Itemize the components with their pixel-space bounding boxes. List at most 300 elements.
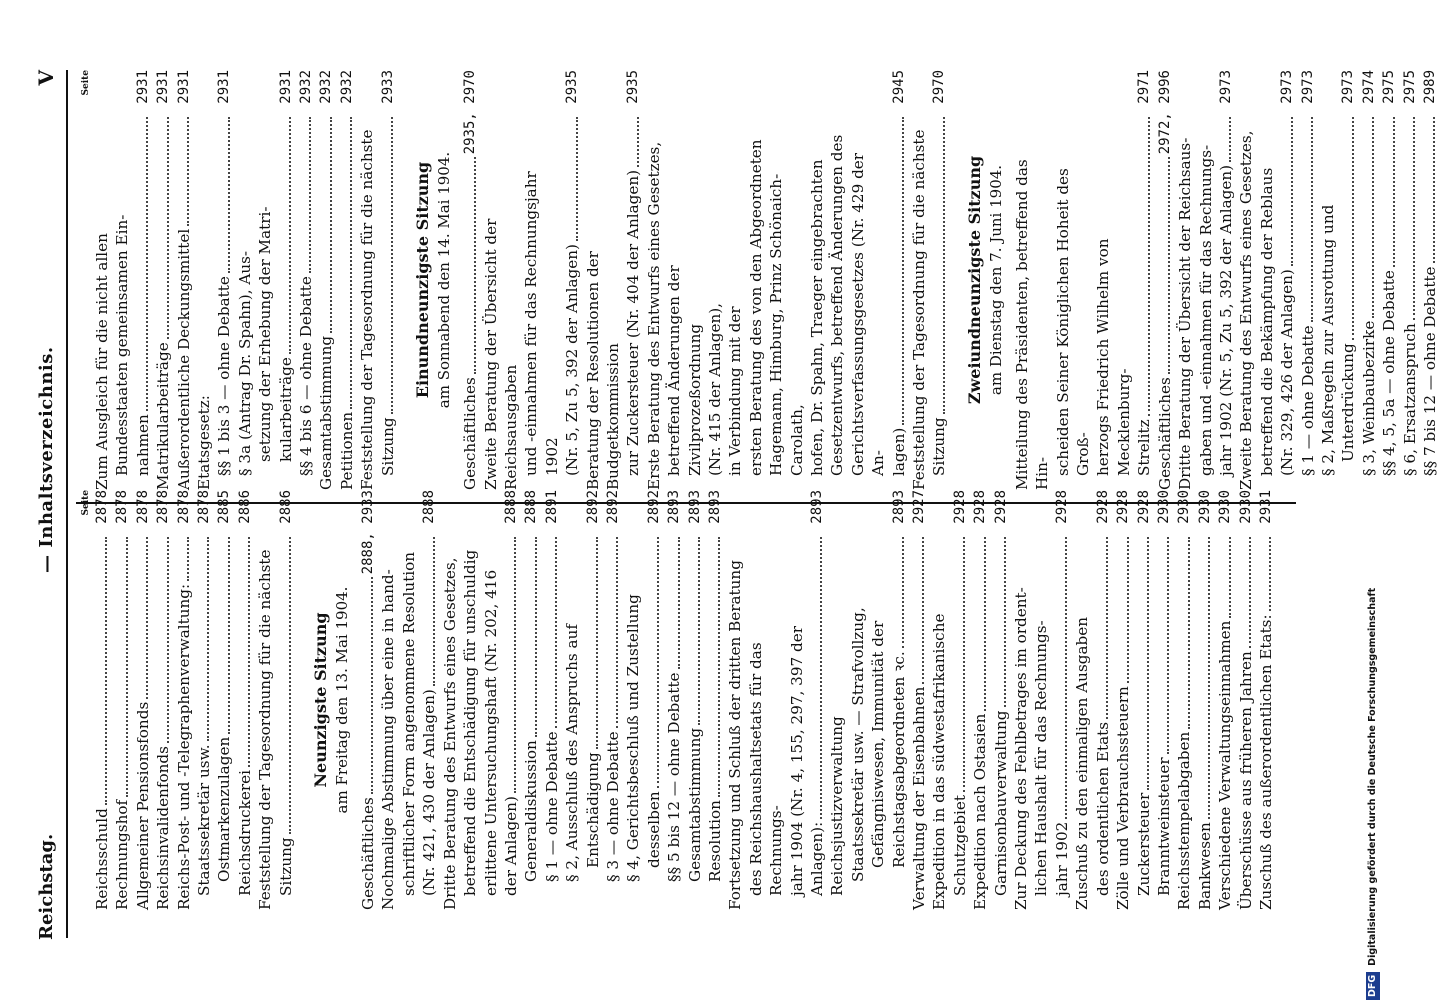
toc-page-number: 2878 (196, 490, 213, 524)
toc-entry-text: Geschäftliches (1155, 377, 1174, 490)
toc-entry-text: §§ 1 bis 3 — ohne Debatte (215, 276, 234, 476)
toc-page-number: 2945 (890, 70, 907, 104)
leader-dots (1208, 537, 1210, 819)
toc-entry (787, 490, 807, 910)
toc-page-number: 2888 (523, 490, 540, 524)
toc-page-number: 2886 (277, 490, 294, 524)
toc-entry-text: § 3a (Antrag Dr. Spahn), Aus- (235, 250, 254, 476)
toc-entry-text: Generaldiskussion (522, 740, 541, 882)
toc-page-number: 2989 (1421, 70, 1438, 104)
toc-page-number: 2933 (379, 70, 396, 104)
toc-entry-text: Zweite Beratung des Entwurfs eines Gesetzes, (1237, 130, 1256, 490)
toc-page-number: 2930 (1217, 490, 1234, 524)
toc-entry-text: §§ 5 bis 12 — ohne Debatte (665, 672, 684, 882)
toc-entry (1174, 490, 1194, 910)
toc-page-number: 2878 (175, 490, 192, 524)
dfg-logo: DFG (1366, 972, 1380, 1000)
toc-entry (1379, 70, 1399, 490)
toc-entry (827, 490, 847, 910)
toc-entry-text: Verschiedene Verwaltungseinnahmen (1216, 620, 1235, 910)
leader-dots (1148, 117, 1150, 416)
leader-dots (902, 117, 904, 425)
toc-page-number: 2892 (604, 490, 621, 524)
toc-entry (542, 490, 562, 910)
toc-page-number: 2973 (1340, 70, 1357, 104)
toc-entry-text: jahr 1902 (1052, 821, 1071, 896)
toc-page-number: 2878 (134, 490, 151, 524)
leader-dots (391, 117, 393, 414)
leader-dots (596, 537, 598, 749)
toc-page-number: 2930 (1155, 490, 1172, 524)
toc-entry-text: Reichsinvalidenfonds (154, 746, 173, 910)
toc-page-number: 2888 (502, 490, 519, 524)
toc-entry (276, 70, 296, 490)
toc-entry-text: gaben und -einnahmen für das Rechnungs- (1196, 144, 1215, 476)
toc-entry-text: Feststellung der Tagesordnung für die nächste (256, 549, 275, 910)
toc-entry-text: Geschäftliches (461, 377, 480, 490)
toc-entry (1031, 490, 1051, 910)
toc-entry (378, 490, 398, 910)
toc-page-number: 2970 (931, 70, 948, 104)
leader-dots (984, 537, 986, 711)
leader-dots (433, 537, 435, 686)
toc-page-number: 2931 (1257, 490, 1274, 524)
leader-dots (289, 537, 291, 834)
toc-entry-text: §§ 4, 5, 5a — ohne Debatte (1380, 270, 1399, 476)
toc-entry (194, 70, 214, 490)
toc-entry (521, 70, 562, 490)
toc-entry-text: Reichsjustizverwaltung (828, 716, 847, 896)
toc-page-number: 2930 (1237, 490, 1254, 524)
toc-entry-text: ersten Beratung des von den Abgeordneten (746, 139, 765, 476)
toc-entry (1012, 70, 1053, 490)
toc-page-number: 2928 (1135, 490, 1152, 524)
toc-entry (909, 490, 929, 910)
leader-dots (187, 117, 189, 226)
leader-dots (1433, 117, 1435, 263)
toc-entry-text: Schutzgebiet (950, 795, 969, 896)
toc-entry (623, 70, 643, 490)
toc-entry-text: Zuschuß des außerordentlichen Etats: (1256, 614, 1275, 910)
toc-entry (1093, 490, 1113, 910)
toc-entry-text: Resolution (705, 800, 724, 882)
toc-entry-text: hofen, Dr. Spahn, Traeger eingebrachten (808, 159, 826, 476)
toc-entry (337, 70, 357, 490)
toc-entry-text: Bundesstaaten gemeinsamen Ein- (113, 214, 132, 476)
leader-dots (167, 117, 169, 339)
leader-dots (657, 537, 659, 788)
leader-dots (1269, 537, 1271, 611)
toc-entry-text: jahr 1904 (Nr. 4, 155, 297, 397 der (787, 626, 806, 896)
leader-dots (576, 117, 578, 241)
toc-entry-text: Etatsgesetz: (195, 395, 214, 490)
leader-dots (1229, 117, 1231, 162)
toc-entry-text: Dritte Beratung des Entwurfs eines Gesetzes, (440, 557, 459, 910)
toc-entry (746, 490, 787, 910)
leader-dots (1291, 117, 1293, 266)
leader-dots (371, 577, 373, 794)
toc-entry (1216, 70, 1236, 490)
toc-entry-text: Zuckersteuer (1134, 792, 1153, 896)
header-dash: — (35, 554, 57, 573)
toc-entry (153, 70, 173, 490)
leader-dots (820, 537, 822, 819)
toc-page-number: 2971 (1136, 70, 1153, 104)
toc-entry-text: kularbeiträge (276, 357, 295, 462)
toc-entry (1420, 70, 1440, 490)
toc-entry-text: schriftlicher Form angenommene Resolution (399, 551, 418, 896)
toc-entry (296, 70, 316, 490)
leader-dots (309, 117, 311, 273)
leader-dots (330, 117, 332, 333)
dfg-credit-text: Digitalisierung gefördert durch die Deutsche Forschungsgemeinschaft (1367, 587, 1378, 966)
toc-entry (991, 490, 1011, 910)
toc-entry (1154, 490, 1174, 910)
leader-dots (1004, 537, 1006, 708)
toc-entry-text: § 4, Gerichtsbeschluß und Zustellung (624, 594, 643, 882)
leader-dots (678, 537, 680, 669)
toc-page-number: 2893 (706, 490, 723, 524)
toc-entry-text: Sitzung (276, 837, 295, 896)
toc-entry-text: Ostmarkenzulagen (215, 736, 234, 882)
toc-entry-text: Matrikularbeiträge (154, 342, 173, 490)
toc-entry (848, 490, 868, 910)
toc-page-number: 2931 (134, 70, 151, 104)
toc-entry-text: § 3, Weinbaubezirke (1359, 320, 1378, 476)
toc-entry-text: Zuschuß zu den einmaligen Ausgaben (1073, 616, 1092, 910)
toc-entry-text: der Anlagen) (501, 796, 520, 896)
toc-page-number: 2893 (666, 490, 683, 524)
toc-entry-text: Allgemeiner Pensionsfonds (133, 701, 152, 910)
toc-entry (133, 490, 153, 910)
toc-entry-text: Hagemann, Himburg, Prinz Schönaich-Carolath, (767, 173, 806, 476)
toc-page-number: 2928 (1053, 490, 1070, 524)
toc-entry (358, 490, 378, 910)
leader-dots (922, 537, 924, 684)
leader-dots (1352, 117, 1354, 340)
leader-dots (1106, 537, 1108, 719)
dfg-credit (1366, 0, 1380, 1000)
toc-entry (1011, 490, 1031, 910)
leader-dots (228, 537, 230, 734)
toc-entry-text: und -einnahmen für das Rechnungsjahr 1902 (522, 171, 561, 476)
toc-entry-text: Gesamtabstimmung (317, 335, 336, 490)
toc-entry (1155, 70, 1175, 490)
toc-entry-text: Zölle und Verbrauchssteuern (1114, 686, 1133, 910)
toc-entry (1134, 70, 1154, 490)
toc-entry (276, 490, 296, 910)
leader-dots (943, 117, 945, 414)
toc-entry-text: Expedition nach Ostasien (971, 713, 990, 910)
leader-dots (555, 537, 557, 728)
leader-dots (1188, 537, 1190, 729)
toc-entry (440, 490, 460, 910)
toc-entry (357, 70, 377, 490)
toc-page-number: 2932 (298, 70, 315, 104)
toc-entry (583, 490, 603, 910)
toc-page-number: 2935 (564, 70, 581, 104)
toc-page-number: 2928 (972, 490, 989, 524)
toc-entry-text: erlittene Untersuchungshaft (Nr. 202, 416 (481, 569, 500, 896)
session-heading: Zweiundneunzigste Sitzung (964, 155, 984, 405)
toc-entry (214, 70, 234, 490)
leader-dots (1065, 537, 1067, 819)
toc-entry (92, 70, 112, 490)
toc-entry (1318, 70, 1338, 490)
leader-dots (248, 537, 250, 767)
header-left: Reichstag. (35, 833, 57, 940)
toc-page-number: 2930 (1176, 490, 1193, 524)
leader-dots (167, 537, 169, 743)
toc-entry-text: Reichsschuld (93, 808, 111, 910)
leader-dots (963, 537, 965, 792)
toc-entry-text: (Nr. 415 der Anlagen), (705, 303, 724, 476)
toc-entry-text: in Verbindung mit der (726, 306, 745, 476)
leader-dots (616, 537, 618, 728)
seite-label: Seite (81, 70, 91, 96)
toc-entry (705, 70, 725, 490)
toc-entry (603, 490, 623, 910)
toc-page-number: 2886 (236, 490, 253, 524)
toc-entry (644, 70, 664, 490)
leader-dots (207, 537, 209, 741)
toc-entry-text: § 2, Maßregeln zur Ausrottung und (1318, 204, 1337, 476)
toc-entry-text: Unterdrückung (1339, 343, 1358, 462)
toc-entry (316, 70, 336, 490)
toc-page-number: 2888, 2933 (360, 490, 377, 575)
toc-entry (562, 490, 582, 910)
toc-entry-text: betreffend die Bekämpfung der Reblaus (1257, 167, 1276, 476)
toc-entry (133, 70, 153, 490)
toc-entry-text: betreffend Änderungen der Zivilprozeßordnung (665, 265, 704, 476)
toc-entry (1175, 70, 1195, 490)
toc-entry-text: des ordentlichen Etats (1093, 721, 1112, 896)
leader-dots (146, 117, 148, 411)
toc-entry (583, 70, 624, 490)
leader-dots (146, 537, 148, 699)
toc-page-number: 2931 (216, 70, 233, 104)
toc-entry-text: desselben (644, 791, 663, 868)
toc-entry-text: (Nr. 329, 426 der Anlagen) (1278, 269, 1297, 476)
toc-entry (807, 490, 827, 910)
toc-entry (1236, 70, 1256, 490)
toc-entry (1298, 70, 1318, 490)
toc-entry-text: Mitteilung des Präsidenten, betreffend das Hin- (1012, 159, 1052, 490)
toc-entry (889, 490, 909, 910)
toc-page-number: 2878 (155, 490, 172, 524)
toc-entry-text: Außerordentliche Deckungsmittel (174, 228, 193, 490)
toc-entry-text: §§ 4 bis 6 — ohne Debatte (297, 276, 316, 476)
toc-entry-text: Feststellung der Tagesordnung für die nächste (358, 129, 377, 490)
toc-entry (235, 70, 255, 490)
toc-entry-text: setzung der Erhebung der Matri- (256, 206, 275, 462)
toc-entry (460, 70, 480, 490)
toc-entry (255, 70, 275, 490)
toc-page-number: 2935 (625, 70, 642, 104)
toc-page-number: 2928 (1115, 490, 1132, 524)
toc-entry (929, 70, 949, 490)
toc-page-number: 2931 (277, 70, 294, 104)
toc-entry-text: Garnisonbauverwaltung (991, 710, 1010, 896)
toc-entry-text: Sitzung (378, 417, 397, 476)
toc-entry-text: Beratung der Resolutionen der Budgetkommission (583, 251, 622, 490)
toc-entry (562, 70, 582, 490)
toc-page-number: 2930 (1196, 490, 1213, 524)
toc-entry-text: Reichstagsabgeordneten ꝛc. (889, 651, 908, 868)
toc-entry (746, 70, 766, 490)
toc-entry (501, 490, 521, 910)
toc-entry (725, 490, 745, 910)
toc-entry (1215, 490, 1235, 910)
toc-entry-text: Geschäftliches (359, 797, 378, 910)
leader-dots (1167, 537, 1169, 754)
toc-page-number: 2891 (543, 490, 560, 524)
toc-entry (909, 70, 929, 490)
toc-entry (827, 70, 847, 490)
toc-page-number: 2931 (155, 70, 172, 104)
toc-page-number: 2893 (890, 490, 907, 524)
toc-entry-text: Strelitz (1135, 419, 1154, 476)
toc-entry (1196, 70, 1216, 490)
leader-dots (289, 117, 291, 354)
toc-entry-text: des Reichshaushaltsetats für das Rechnungs- (746, 642, 786, 896)
toc-entry (725, 70, 745, 490)
toc-entry-text: Erste Beratung des Entwurfs eines Gesetzes, (644, 141, 663, 490)
toc-entry-text: Entschädigung (583, 752, 602, 868)
toc-page-number: 2973 (1279, 70, 1296, 104)
toc-entry-text: § 1 — ohne Debatte (542, 731, 561, 882)
toc-page-number: 2973 (1217, 70, 1234, 104)
toc-entry (868, 490, 888, 910)
toc-page-number: 2928 (992, 490, 1009, 524)
session-heading: Einundneunzigste Sitzung (413, 161, 433, 399)
toc-entry (1256, 490, 1276, 910)
toc-entry-text: nahmen (133, 414, 152, 476)
left-column (80, 490, 1276, 910)
leader-dots (474, 157, 476, 374)
toc-entry (92, 490, 112, 910)
toc-entry (1053, 70, 1094, 490)
leader-dots (1147, 537, 1149, 790)
toc-page-number: 2878 (114, 490, 131, 524)
toc-entry (950, 490, 970, 910)
toc-page-number: 2974 (1360, 70, 1377, 104)
toc-page-number: 2892 (645, 490, 662, 524)
toc-page-number: 2892 (584, 490, 601, 524)
toc-entry-text: § 6, Ersatzanspruch (1400, 323, 1419, 476)
leader-dots (1413, 117, 1415, 320)
toc-entry (1277, 70, 1297, 490)
toc-entry-text: Zweite Beratung der Übersicht der Reichsausgaben (481, 218, 520, 490)
session-date: am Freitag den 13. Mai 1904. (333, 586, 352, 814)
leader-dots (698, 537, 700, 725)
toc-entry (399, 490, 419, 910)
toc-entry-text: Bankwesen (1195, 822, 1214, 910)
dfg-credit-strip (1366, 0, 1380, 1000)
header-rule (66, 70, 68, 938)
toc-entry (1257, 70, 1277, 490)
leader-dots (902, 537, 904, 648)
leader-dots (228, 117, 230, 273)
leader-dots (514, 537, 516, 793)
toc-entry-text: Reichsdruckerei (235, 770, 254, 896)
toc-entry-text: Feststellung der Tagesordnung für die nächste (910, 129, 929, 490)
toc-entry (644, 490, 664, 910)
toc-entry-text: Gefängniswesen, Immunität der (869, 620, 888, 868)
toc-entry (235, 490, 255, 910)
toc-entry-text: Expedition in das südwestafrikanische (930, 613, 949, 910)
toc-entry (664, 70, 705, 490)
header-title (36, 346, 57, 573)
toc-entry-text: Zur Deckung des Fehlbetrages im ordent- (1012, 587, 1031, 910)
toc-entry-text: (Nr. 5, Zu 5, 392 der Anlagen) (563, 244, 582, 476)
toc-page-number: 2927 (911, 490, 928, 524)
toc-entry-text: Nochmalige Abstimmung über eine in hand- (379, 569, 398, 910)
toc-entry (214, 490, 234, 910)
toc-page-number: 2932 (338, 70, 355, 104)
session-heading: Neunzigste Sitzung (311, 612, 331, 788)
toc-entry-text: herzogs Friedrich Wilhelm von Mecklenburg- (1094, 238, 1133, 476)
toc-page-number: 2888 (421, 490, 438, 524)
toc-page-number: 2935, 2970 (462, 70, 479, 155)
page-header (26, 70, 66, 940)
toc-entry-text: § 2, Ausschluß des Anspruchs auf (563, 624, 582, 882)
toc-entry-text: Reichs-Post- und -Telegraphenverwaltung: (174, 583, 193, 910)
toc-entry (705, 490, 725, 910)
toc-entry-text: Reichsstempelabgaben (1175, 731, 1194, 910)
toc-entry-text: Petitionen (337, 411, 356, 490)
toc-entry-text: Gerichtsverfassungsgesetzes (Nr. 429 der An- (848, 152, 888, 476)
toc-entry (1400, 70, 1420, 490)
toc-entry (1134, 490, 1154, 910)
leader-dots (637, 117, 639, 167)
toc-entry (664, 490, 684, 910)
toc-page-number: 2893 (686, 490, 703, 524)
leader-dots (105, 537, 107, 805)
toc-entry-text: Staatssekretär usw. (195, 744, 214, 896)
toc-entry-text: lichen Haushalt für das Rechnungs- (1032, 620, 1051, 896)
toc-page-number: 2893 (809, 490, 825, 524)
toc-page-number: 2973 (1299, 70, 1316, 104)
toc-entry-text: jahr 1902 (Nr. 5, Zu 5, 392 der Anlagen) (1216, 164, 1235, 476)
toc-entry (1093, 70, 1134, 490)
toc-entry (685, 490, 705, 910)
toc-entry (1338, 70, 1358, 490)
toc-page-number: 2878 (94, 490, 110, 524)
toc-entry (255, 490, 275, 910)
toc-entry-text: Dritte Beratung der Übersicht der Reichsaus- (1176, 137, 1195, 490)
toc-entry (481, 70, 522, 490)
toc-entry (766, 70, 807, 490)
toc-entry-text: Branntweinsteuer (1154, 757, 1173, 896)
leader-dots (718, 537, 720, 797)
leader-dots (1311, 117, 1313, 322)
leader-dots (1168, 157, 1170, 374)
toc-entry-text: lagen) (889, 427, 908, 476)
toc-entry (419, 490, 439, 910)
toc-entry-text: Staatssekretär usw. — Strafvollzug, (848, 607, 867, 882)
toc-entry (481, 490, 501, 910)
toc-page-number: 2932 (318, 70, 335, 104)
toc-entry-text: Verwaltung der Eisenbahnen (910, 686, 929, 910)
toc-entry-text: Sitzung (930, 417, 949, 476)
toc-entry (1113, 490, 1133, 910)
toc-entry-text: Fortsetzung und Schluß der dritten Beratung (726, 560, 745, 910)
toc-entry (807, 70, 827, 490)
toc-page-number: 2928 (1094, 490, 1111, 524)
toc-entry (1195, 490, 1215, 910)
leader-dots (1127, 537, 1129, 683)
